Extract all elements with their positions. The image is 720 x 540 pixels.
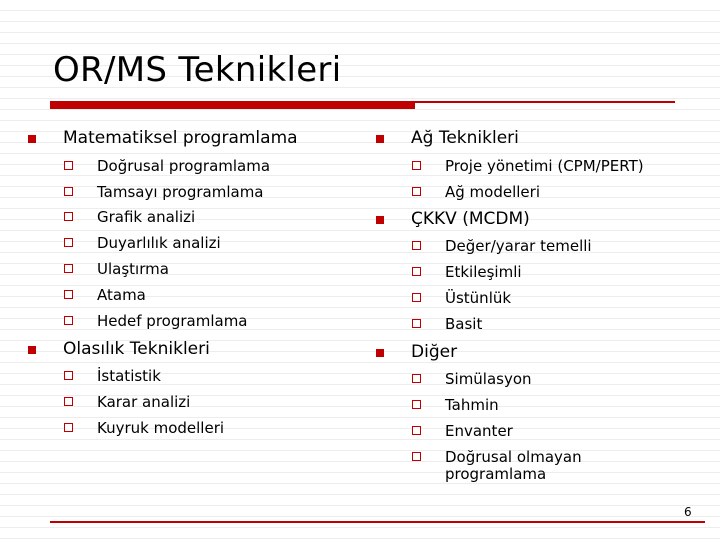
list-item: Ağ modelleri <box>445 183 540 201</box>
page-number: 6 <box>684 505 692 519</box>
bullet-square-icon <box>376 349 384 357</box>
slide-title: OR/MS Teknikleri <box>53 50 342 90</box>
bullet-hollow-square-icon <box>412 319 421 328</box>
list-item: Karar analizi <box>97 393 191 411</box>
section-heading-ag: Ağ Teknikleri <box>411 128 519 148</box>
bullet-hollow-square-icon <box>64 161 73 170</box>
list-item: Tamsayı programlama <box>97 183 264 201</box>
bullet-hollow-square-icon <box>412 267 421 276</box>
list-item: Basit <box>445 315 483 333</box>
bullet-hollow-square-icon <box>412 452 421 461</box>
title-underline-thin <box>415 101 675 103</box>
section-heading-ckkv: ÇKKV (MCDM) <box>411 209 530 229</box>
bullet-hollow-square-icon <box>64 187 73 196</box>
list-item: Ulaştırma <box>97 260 169 278</box>
bullet-hollow-square-icon <box>64 290 73 299</box>
list-item: Değer/yarar temelli <box>445 237 592 255</box>
list-item: Tahmin <box>445 396 499 414</box>
bullet-hollow-square-icon <box>64 238 73 247</box>
list-item: İstatistik <box>97 367 161 385</box>
list-item-continuation: programlama <box>445 465 547 483</box>
section-heading-diger: Diğer <box>411 342 458 362</box>
section-heading-olasilik: Olasılık Teknikleri <box>63 339 210 359</box>
bullet-hollow-square-icon <box>64 212 73 221</box>
bullet-hollow-square-icon <box>412 426 421 435</box>
list-item: Etkileşimli <box>445 263 522 281</box>
bullet-hollow-square-icon <box>412 374 421 383</box>
bullet-hollow-square-icon <box>64 397 73 406</box>
bullet-hollow-square-icon <box>64 316 73 325</box>
section-heading-matematiksel: Matematiksel programlama <box>63 128 298 148</box>
bullet-square-icon <box>376 135 384 143</box>
title-underline-bar <box>50 101 415 109</box>
bullet-square-icon <box>28 135 36 143</box>
bullet-hollow-square-icon <box>412 400 421 409</box>
list-item: Doğrusal programlama <box>97 157 271 175</box>
list-item: Proje yönetimi (CPM/PERT) <box>445 157 644 175</box>
bullet-hollow-square-icon <box>64 423 73 432</box>
bullet-square-icon <box>376 216 384 224</box>
list-item: Grafik analizi <box>97 208 196 226</box>
list-item: Duyarlılık analizi <box>97 234 221 252</box>
list-item: Üstünlük <box>445 289 512 307</box>
list-item: Atama <box>97 286 146 304</box>
footer-line <box>50 521 705 523</box>
bullet-hollow-square-icon <box>64 264 73 273</box>
bullet-hollow-square-icon <box>412 241 421 250</box>
list-item: Hedef programlama <box>97 312 248 330</box>
bullet-hollow-square-icon <box>412 187 421 196</box>
bullet-hollow-square-icon <box>412 293 421 302</box>
bullet-square-icon <box>28 346 36 354</box>
list-item: Doğrusal olmayan <box>445 448 582 466</box>
bullet-hollow-square-icon <box>64 371 73 380</box>
list-item: Simülasyon <box>445 370 532 388</box>
list-item: Envanter <box>445 422 513 440</box>
bullet-hollow-square-icon <box>412 161 421 170</box>
list-item: Kuyruk modelleri <box>97 419 225 437</box>
